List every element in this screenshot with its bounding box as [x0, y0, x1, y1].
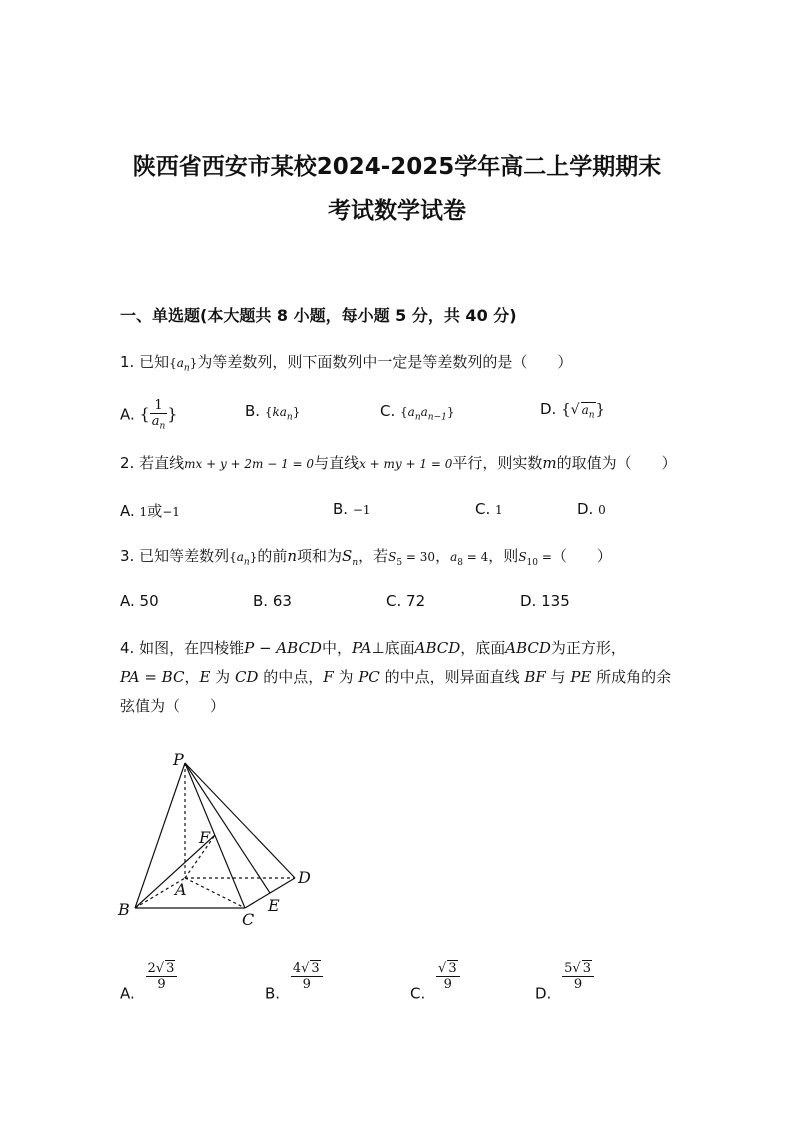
question-4-line3: 弦值为（ ）	[120, 697, 226, 715]
equation: x + my + 1 = 0	[359, 457, 453, 471]
equation: mx + y + 2m − 1 = 0	[184, 457, 315, 471]
section-heading: 一、单选题(本大题共 8 小题，每小题 5 分，共 40 分)	[120, 306, 517, 325]
q4-option-d[interactable]: D. $\frac{5√ 3}{9}$	[535, 960, 594, 1003]
pyramid-figure	[110, 745, 330, 930]
q2-option-d[interactable]: D. 0	[577, 500, 606, 518]
edge-pd	[185, 763, 295, 878]
q4-option-a[interactable]: A. $\frac{2√ 3}{9}$	[120, 960, 177, 1003]
q1-option-b[interactable]: B. $\{ka_n\}$	[245, 402, 301, 423]
vertex-label-c: C	[242, 910, 255, 929]
question-1	[120, 352, 572, 378]
q4-option-b[interactable]: B. $\frac{4√ 3}{9}$	[265, 960, 323, 1003]
edge-ac-hidden	[185, 878, 245, 908]
question-text: 为等差数列，则下面数列中一定是等差数列的是（ ）	[197, 353, 573, 371]
document-title-line1: 陕西省西安市某校2024-2025学年高二上学期期末	[132, 154, 662, 180]
fraction: $\frac{1}{a_n}$	[151, 398, 166, 432]
q2-option-b[interactable]: B. −1	[333, 500, 371, 518]
q4-option-c[interactable]: C. $\frac{√ 3}{9}$	[410, 960, 460, 1003]
q2-option-c[interactable]: C. 1	[475, 500, 503, 518]
q3-option-d[interactable]: D. 135	[520, 592, 570, 610]
q3-option-a[interactable]: A. 50	[120, 592, 159, 610]
q1-option-a[interactable]: A. { $\frac{1}{a_n}$ }	[120, 398, 178, 432]
q2-option-a[interactable]: A. 1或−1	[120, 502, 180, 520]
question-2: 2. 若直线mx + y + 2m − 1 = 0与直线x + my + 1 = 0平行，则实数m的取值为（ ）	[120, 454, 677, 472]
q1-option-d[interactable]: D. {√ $a_n$}	[540, 400, 606, 421]
sequence-notation: $\{a_n\}$	[169, 356, 198, 374]
vertex-label-a: A	[175, 880, 187, 899]
vertex-label-p: P	[173, 750, 184, 769]
vertex-label-b: B	[118, 900, 130, 919]
point-label-e: E	[268, 896, 280, 915]
point-label-f: F	[199, 828, 211, 847]
q1-option-c[interactable]: C. $\{a_na_{n-1}\}$	[380, 402, 455, 423]
edge-pe	[185, 763, 270, 893]
vertex-label-d: D	[298, 868, 311, 887]
question-4-line2: PA = BC，E 为 CD 的中点，F 为 PC 的中点，则异面直线 BF 与 PE 所成角的余	[120, 668, 672, 686]
question-4-line1: 4. 如图，在四棱锥P − ABCD中，PA⊥底面ABCD，底面ABCD为正方形，	[120, 639, 626, 657]
q3-option-c[interactable]: C. 72	[386, 592, 426, 610]
question-text: 已知	[139, 353, 170, 371]
document-title-line2: 考试数学试卷	[328, 198, 466, 224]
question-number: 1.	[120, 353, 135, 371]
question-3: 3. 已知等差数列$\{a_n\}$的前n项和为$S_n$，若$S_5 = 30$，$a_8 = 4$，则$S_{10}$ =（ ）	[120, 547, 612, 568]
q3-option-b[interactable]: B. 63	[253, 592, 292, 610]
